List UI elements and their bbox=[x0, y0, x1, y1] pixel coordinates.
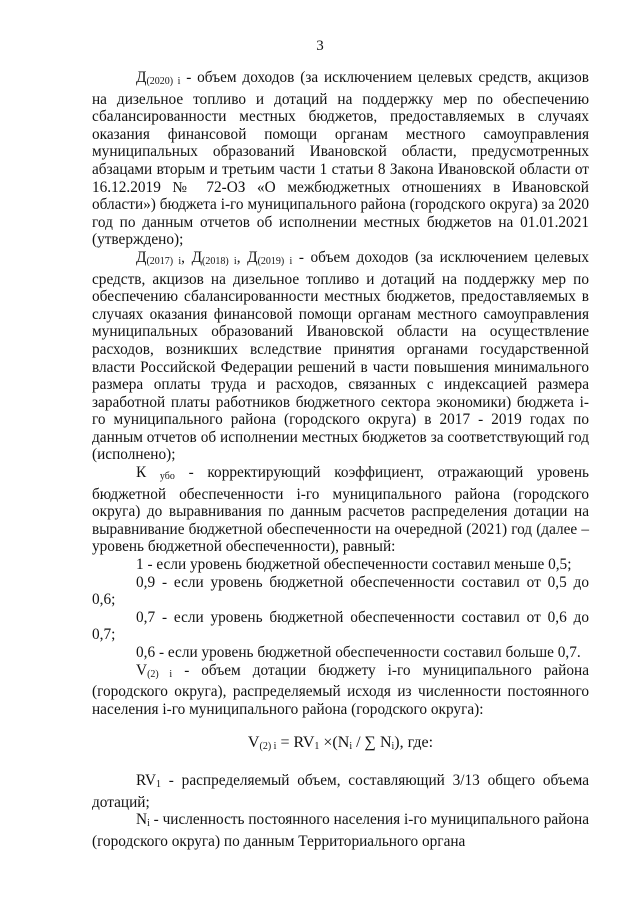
coefficient-option-3: 0,7 - если уровень бюджетной обеспеченности составил от 0,6 до 0,7; bbox=[92, 608, 589, 644]
separator: , bbox=[181, 248, 192, 266]
coefficient-option-1: 1 - если уровень бюджетной обеспеченности составил меньше 0,5; bbox=[136, 556, 572, 574]
symbol-subscript: (2020) i bbox=[146, 76, 181, 87]
coefficient-option-2: 0,9 - если уровень бюджетной обеспеченности составил от 0,5 до 0,6; bbox=[92, 573, 589, 609]
symbol-subscript: (2018) i bbox=[202, 255, 237, 267]
formula-n2-subscript: i bbox=[391, 741, 395, 753]
paragraph-text: - объем дотации бюджету i-го муниципального района (городского округа), распределяемый исходя из численности постоянного населения i-го муниципального района (городского округа): bbox=[92, 661, 589, 718]
paragraph-text: - корректирующий коэффициент, отражающий уровень бюджетной обеспеченности i-го муниципального района (городского округа) до выравнивания по данным расчетов распределения дотации на выравнивание бюджетной обеспеченности на очередной (2021) год (далее – уровень бюджетной обеспеченности), равный: bbox=[92, 464, 590, 556]
paragraph-ni-definition bbox=[92, 811, 589, 850]
symbol-v: V bbox=[136, 661, 148, 679]
symbol-subscript: 1 bbox=[156, 778, 162, 790]
paragraph-v2-definition bbox=[92, 662, 589, 719]
separator: , bbox=[236, 248, 248, 266]
formula-tail: ), где: bbox=[394, 734, 434, 752]
formula-rv-subscript: 1 bbox=[314, 741, 320, 753]
symbol-subscript: (2017) i bbox=[146, 255, 182, 267]
paragraph-rv1-definition bbox=[92, 772, 589, 811]
paragraph-k-coefficient-definition bbox=[92, 464, 589, 556]
symbol-d: Д bbox=[247, 248, 258, 266]
paragraph-d2017-2019-definition bbox=[92, 249, 589, 464]
symbol-subscript: i bbox=[147, 818, 150, 830]
formula-lhs-subscript: (2) i bbox=[259, 741, 277, 753]
paragraph-text: - численность постоянного населения i-го муниципального района (городского округа) по данным Территориального органа bbox=[92, 811, 589, 850]
symbol-d: Д bbox=[136, 248, 147, 266]
formula-div: / ∑ N bbox=[352, 734, 392, 752]
page-number: 3 bbox=[316, 38, 324, 54]
symbol-subscript: (2019) i bbox=[257, 255, 293, 267]
formula-lhs: V bbox=[247, 734, 260, 752]
symbol-subscript: убо bbox=[159, 471, 175, 483]
paragraph-text: - распределяемый объем, составляющий 3/13 общего объема дотаций; bbox=[92, 771, 589, 811]
document-body bbox=[92, 69, 589, 850]
coefficient-option-4: 0,6 - если уровень бюджетной обеспеченности составил больше 0,7. bbox=[136, 644, 581, 661]
formula-n-subscript: i bbox=[349, 741, 353, 753]
paragraph-d2020-definition bbox=[92, 69, 589, 249]
symbol-n: N bbox=[136, 811, 148, 829]
symbol-k: К bbox=[136, 464, 147, 482]
symbol-rv: RV bbox=[136, 771, 157, 789]
symbol-d: Д bbox=[136, 69, 147, 86]
symbol-d: Д bbox=[191, 248, 202, 266]
symbol-subscript: (2) i bbox=[147, 668, 173, 680]
formula-mult: ×(N bbox=[319, 734, 350, 752]
paragraph-text: - объем доходов (за исключением целевых средств, акцизов на дизельное топливо и дотаций на поддержку мер по обеспечению сбалансированности местных бюджетов, предоставляемых в случаях оказания финансовой помощи органам местного самоуправления муниципальных образований Ивановской области, предусмотренных абзацами вторым и третьим части 1 статьи 8 Закона Ивановской области от 16.12.2019 № 72-ОЗ «О межбюджетных отношениях в Ивановской области») бюджета i-го муниципального района (городского округа) за 2020 год по данным отчетов об исполнении местных бюджетов на 01.01.2021 (утверждено); bbox=[92, 69, 589, 249]
formula-eq: = RV bbox=[276, 734, 315, 752]
paragraph-text: - объем доходов (за исключением целевых средств, акцизов на дизельное топливо и дотаций на поддержку мер по обеспечению сбалансированности местных бюджетов, предоставляемых в случаях оказания финансовой помощи органам местного самоуправления муниципальных образований Ивановской области на осуществление расходов, возникших вследствие принятия органами государственной власти Российской Федерации решений в части повышения минимального размера оплаты труда и расходов, связанных с индексацией размера заработной платы работников бюджетного сектора экономики) бюджета i-го муниципального района (городского округа) в 2017 - 2019 годах по данным отчетов об исполнении местных бюджетов за соответствующий год (исполнено); bbox=[92, 248, 589, 464]
formula-v2 bbox=[92, 734, 589, 756]
